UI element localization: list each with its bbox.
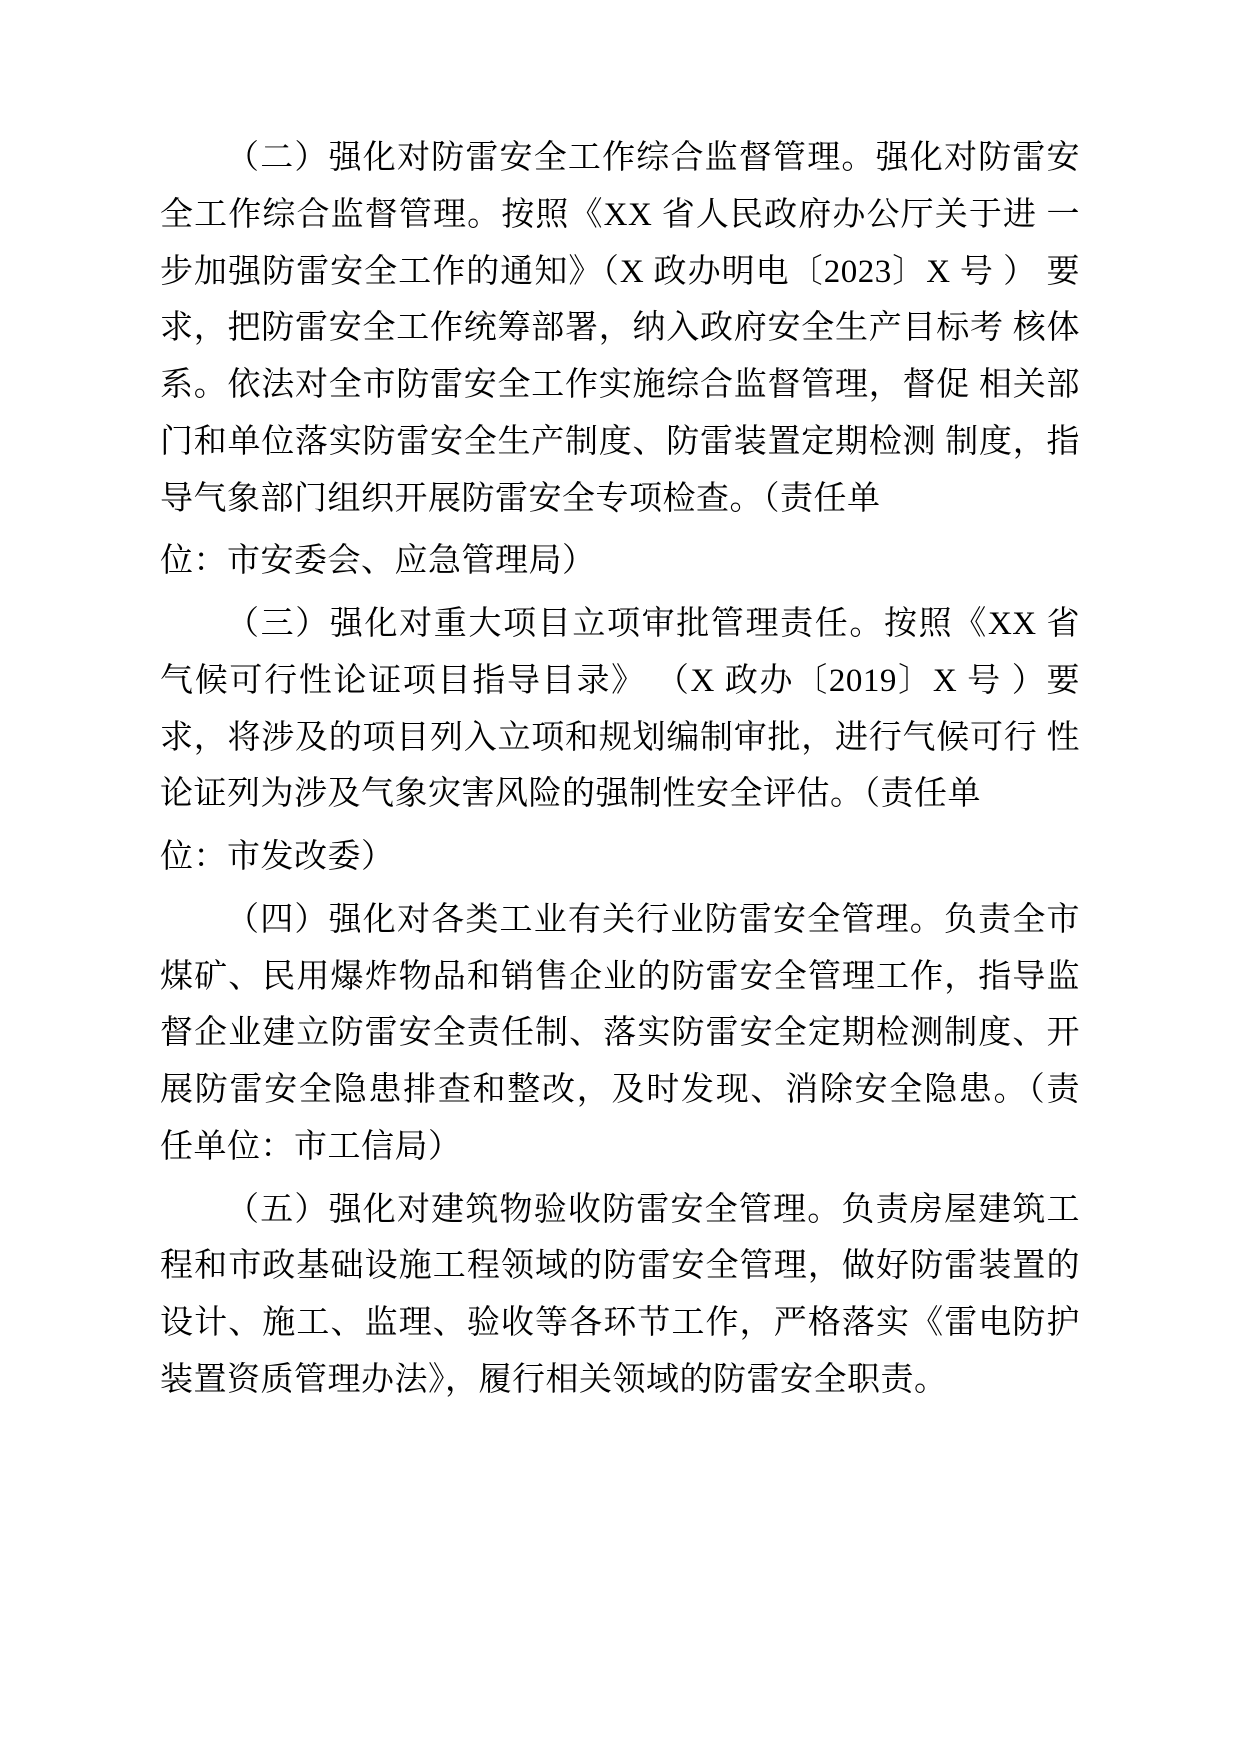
- document-body: [160, 130, 1089, 1409]
- paragraph-section-4: （四）强化对各类工业有关行业防雷安全管理。负责全市煤矿、民用爆炸物品和销售企业的防雷安全管理工作，指导监督企业建立防雷安全责任制、落实防雷安全定期检测制度、开展防雷安全隐患排查和整改，及时发现、消除安全隐患。（责任单位：市工信局）: [160, 901, 1080, 1165]
- paragraph-section-2-continued: 位：市安委会、应急管理局）: [160, 543, 596, 580]
- paragraph-section-3: （三）强化对重大项目立项审批管理责任。按照《XX 省气候可行性论证项目指导目录》 （X 政办〔2019〕X 号 ）要 求，将涉及的项目列入立项和规划编制审批，进行气候可行 性论证列为涉及气象灾害风险的强制性安全评估。（责任单: [160, 606, 1089, 813]
- paragraph-section-2: （二）强化对防雷安全工作综合监督管理。强化对防雷安全工作综合监督管理。按照《XX 省人民政府办公厅关于进 一步加强防雷安全工作的通知》（X 政办明电〔2023〕X 号 ） 要求，把防雷安全工作统筹部署，纳入政府安全生产目标考 核体系。依法对全市防雷安全工作实施综合监督管理，督促 相关部门和单位落实防雷安全生产制度、防雷装置定期检测 制度，指导气象部门组织开展防雷安全专项检查。（责任单: [160, 140, 1080, 517]
- paragraph-section-5: （五）强化对建筑物验收防雷安全管理。负责房屋建筑工程和市政基础设施工程领域的防雷安全管理，做好防雷装置的设计、施工、监理、验收等各环节工作，严格落实《雷电防护装置资质管理办法》，履行相关领域的防雷安全职责。: [160, 1191, 1080, 1398]
- paragraph-section-3-continued: 位：市发改委）: [160, 839, 395, 875]
